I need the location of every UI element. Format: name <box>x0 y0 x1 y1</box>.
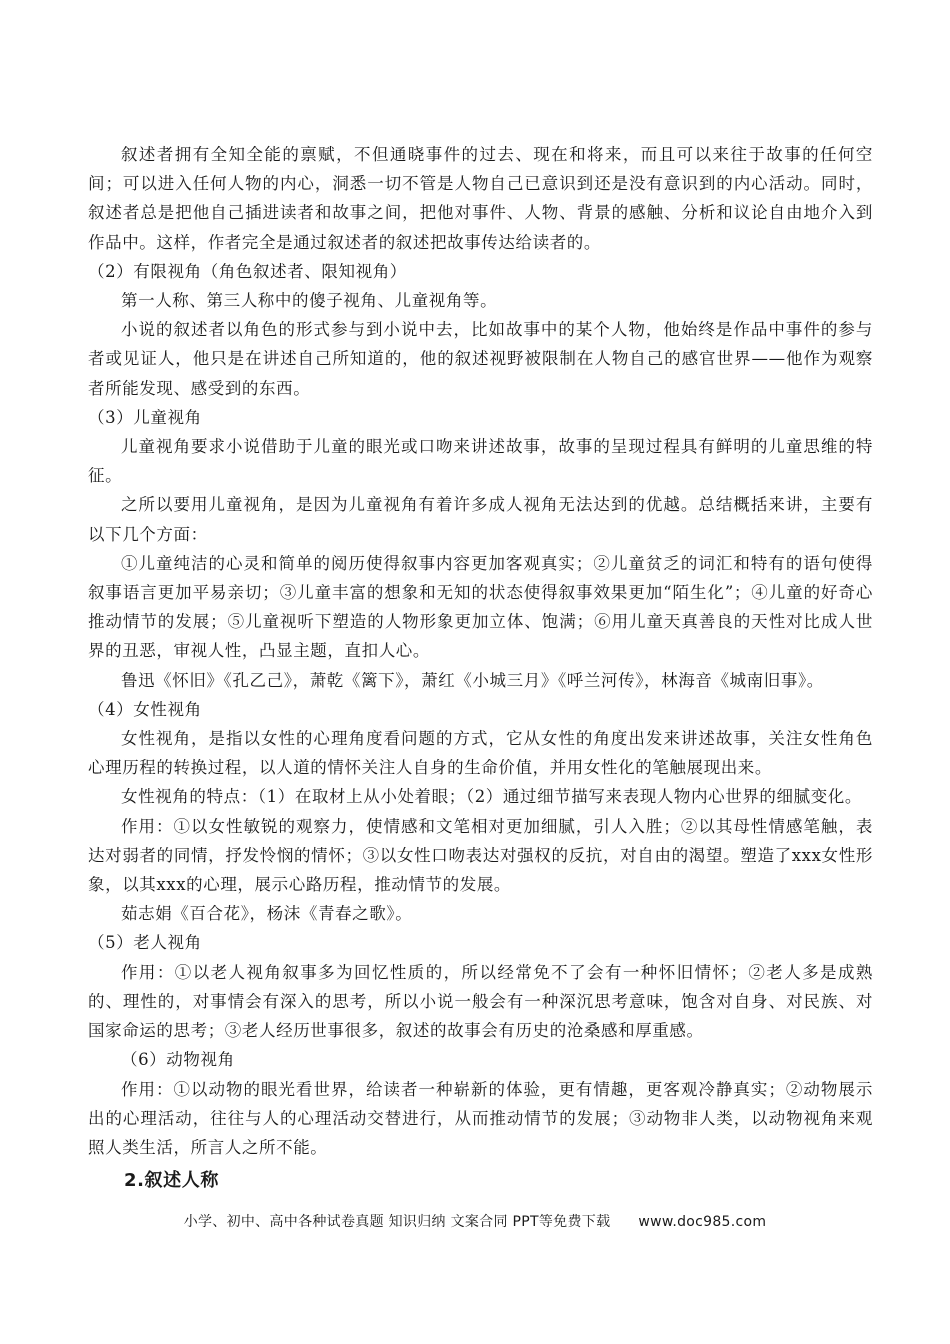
subheading-female-view: （4）女性视角 <box>88 699 202 719</box>
paragraph: 第一人称、第三人称中的傻子视角、儿童视角等。 <box>121 291 498 311</box>
page-footer <box>0 1211 950 1231</box>
paragraph: 女性视角的特点：（1）在取材上从小处着眼；（2）通过细节描写来表现人物内心世界的细腻变化。 <box>121 787 862 807</box>
subheading-limited-view: （2）有限视角（角色叙述者、限知视角） <box>88 261 407 281</box>
document-body <box>88 140 873 1196</box>
subheading-child-view: （3）儿童视角 <box>88 407 202 427</box>
section-title: 2.叙述人称 <box>124 1170 219 1192</box>
paragraph: 儿童视角要求小说借助于儿童的眼光或口吻来讲述故事，故事的呈现过程具有鲜明的儿童思维的特征。 <box>88 437 873 486</box>
paragraph: 作用：①以老人视角叙事多为回忆性质的，所以经常免不了会有一种怀旧情怀；②老人多是成熟的、理性的，对事情会有深入的思考，所以小说一般会有一种深沉思考意味，饱含对自身、对民族、对国家命运的思考；③老人经历世事很多，叙述的故事会有历史的沧桑感和厚重感。 <box>88 962 873 1041</box>
paragraph: 之所以要用儿童视角，是因为儿童视角有着许多成人视角无法达到的优越。总结概括来讲，主要有以下几个方面： <box>88 495 873 544</box>
footer-link[interactable]: www.doc985.com <box>638 1214 767 1230</box>
subheading-elder-view: （5）老人视角 <box>88 933 202 953</box>
paragraph: 作用：①以女性敏锐的观察力，使情感和文笔相对更加细腻，引人入胜；②以其母性情感笔触，表达对弱者的同情，抒发怜悯的情怀；③以女性口吻表达对强权的反抗，对自由的渴望。塑造了xxx女性形象，以其xxx的心理，展示心路历程，推动情节的发展。 <box>88 816 873 895</box>
paragraph: 小说的叙述者以角色的形式参与到小说中去，比如故事中的某个人物，他始终是作品中事件的参与者或见证人，他只是在讲述自己所知道的，他的叙述视野被限制在人物自己的感官世界——他作为观察者所能发现、感受到的东西。 <box>88 320 873 398</box>
paragraph: 女性视角，是指以女性的心理角度看问题的方式，它从女性的角度出发来讲述故事，关注女性角色心理历程的转换过程，以人道的情怀关注人自身的生命价值，并用女性化的笔触展现出来。 <box>88 729 873 778</box>
paragraph: 叙述者拥有全知全能的禀赋，不但通晓事件的过去、现在和将来，而且可以来往于故事的任何空间；可以进入任何人物的内心，洞悉一切不管是人物自己已意识到还是没有意识到的内心活动。同时，叙述者总是把他自己插进读者和故事之间，把他对事件、人物、背景的感触、分析和议论自由地介入到作品中。这样，作者完全是通过叙述者的叙述把故事传达给读者的。 <box>88 145 873 252</box>
paragraph: 茹志娟《百合花》，杨沫《青春之歌》。 <box>121 904 413 924</box>
subheading-animal-view: （6）动物视角 <box>121 1050 235 1070</box>
paragraph: 作用：①以动物的眼光看世界，给读者一种崭新的体验，更有情趣，更客观冷静真实；②动物展示出的心理活动，往往与人的心理活动交替进行，从而推动情节的发展；③动物非人类，以动物视角来观照人类生活，所言人之所不能。 <box>88 1079 873 1157</box>
footer-text: 小学、初中、高中各种试卷真题 知识归纳 文案合同 PPT等免费下载 <box>183 1214 611 1230</box>
paragraph: ①儿童纯洁的心灵和简单的阅历使得叙事内容更加客观真实；②儿童贫乏的词汇和特有的语句使得叙事语言更加平易亲切；③儿童丰富的想象和无知的状态使得叙事效果更加“陌生化”；④儿童的好奇心推动情节的发展；⑤儿童视听下塑造的人物形象更加立体、饱满；⑥用儿童天真善良的天性对比成人世界的丑恶，审视人性，凸显主题，直扣人心。 <box>88 553 873 661</box>
paragraph: 鲁迅《怀旧》《孔乙己》，萧乾《篱下》，萧红《小城三月》《呼兰河传》，林海音《城南旧事》。 <box>121 670 824 690</box>
